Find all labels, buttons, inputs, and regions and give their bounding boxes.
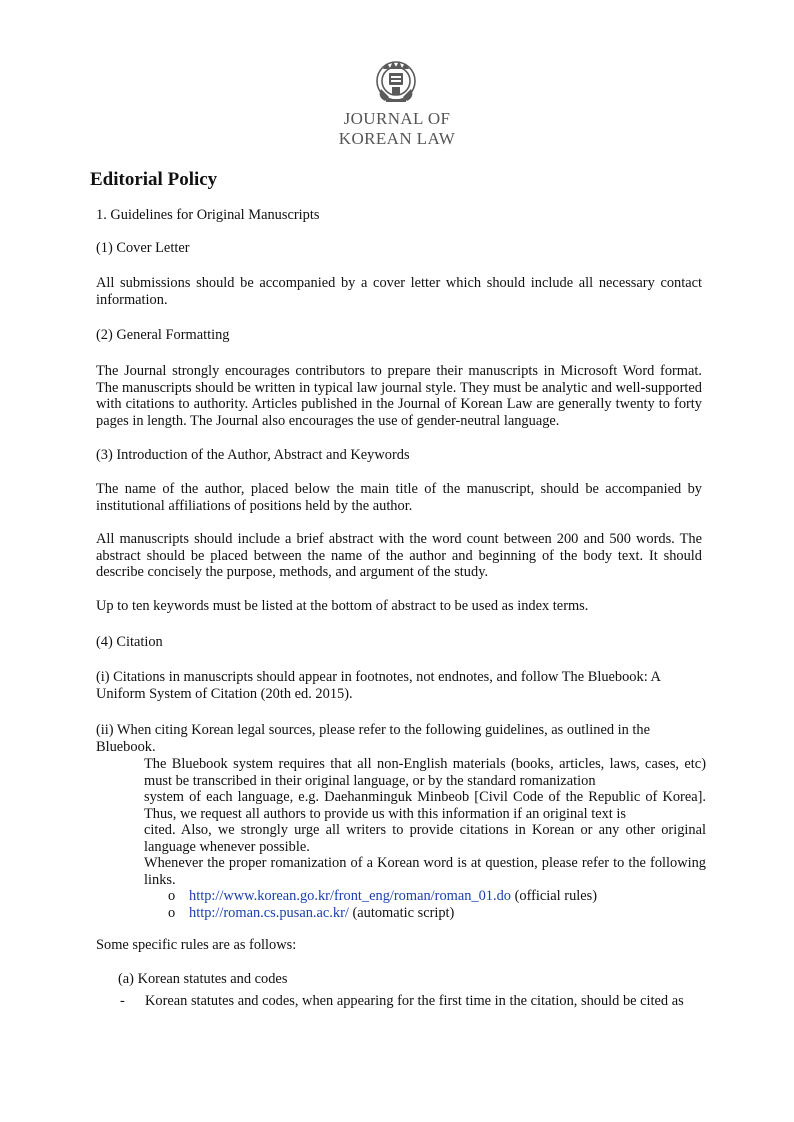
section-guidelines: 1. Guidelines for Original Manuscripts: [96, 207, 320, 223]
general-formatting-heading: (2) General Formatting: [96, 327, 230, 343]
statutes-list-item: [120, 993, 684, 1010]
bullet-marker: o: [168, 905, 176, 921]
general-formatting-text: The Journal strongly encourages contributors to prepare their manuscripts in Microsoft Word format. The manuscripts should be written in typical law journal style. They must be analytic and well-supported with citations to authority. Articles published in the Journal of Korean Law are generally twenty to forty pages in length. The Journal also encourages the use of gender-neutral language.: [96, 363, 702, 429]
cover-letter-text: All submissions should be accompanied by a cover letter which should include all necessary contact information.: [96, 275, 702, 308]
statutes-text: Korean statutes and codes, when appearing for the first time in the citation, should be cited as: [145, 993, 684, 1009]
citation-heading: (4) Citation: [96, 634, 163, 650]
intro-text-abstract: All manuscripts should include a brief abstract with the word count between 200 and 500 words. The abstract should be placed between the name of the author and beginning of the body text. It should describe concisely the purpose, methods, and argument of the study.: [96, 531, 702, 581]
bullet-marker: o: [168, 888, 176, 904]
romanization-script-link[interactable]: http://roman.cs.pusan.ac.kr/: [189, 905, 349, 921]
intro-text-author: The name of the author, placed below the main title of the manuscript, should be accompanied by institutional affiliations of positions held by the author.: [96, 481, 702, 514]
journal-title: [0, 109, 794, 149]
dash-marker: -: [120, 993, 125, 1009]
bluebook-text-1: The Bluebook system requires that all non-English materials (books, articles, laws, cases, etc) must be transcribed in their original language, or by the standard romanization: [144, 756, 706, 789]
link-item-official: [168, 888, 597, 905]
cover-letter-heading: (1) Cover Letter: [96, 240, 190, 256]
romanization-text: Whenever the proper romanization of a Korean word is at question, please refer to the following links.: [144, 855, 706, 888]
specific-rules-intro: Some specific rules are as follows:: [96, 937, 297, 953]
citation-i: (i) Citations in manuscripts should appear in footnotes, not endnotes, and follow The Bluebook: A Uniform System of Citation (20th ed. 2015).: [96, 669, 661, 702]
link-note: (automatic script): [348, 905, 455, 921]
romanization-rules-link[interactable]: http://www.korean.go.kr/front_eng/roman/roman_01.do: [189, 888, 511, 904]
intro-text-keywords: Up to ten keywords must be listed at the bottom of abstract to be used as index terms.: [96, 598, 589, 614]
bluebook-text-3: cited. Also, we strongly urge all writers to provide citations in Korean or any other original language whenever possible.: [144, 822, 706, 855]
page-heading: Editorial Policy: [90, 169, 218, 190]
citation-ii: (ii) When citing Korean legal sources, please refer to the following guidelines, as outlined in the Bluebook.: [96, 722, 651, 755]
link-item-automatic: [168, 905, 454, 922]
bluebook-text-2: system of each language, e.g. Daehanminguk Minbeob [Civil Code of the Republic of Korea]. Thus, we request all authors to provide us with this information if an original text is: [144, 789, 706, 822]
journal-title-line1: JOURNAL OF: [343, 109, 451, 128]
link-note: (official rules): [511, 888, 598, 904]
intro-heading: (3) Introduction of the Author, Abstract and Keywords: [96, 447, 410, 463]
statutes-heading: (a) Korean statutes and codes: [118, 971, 288, 987]
journal-seal-logo: [373, 59, 419, 107]
journal-title-line2: KOREAN LAW: [338, 129, 456, 148]
